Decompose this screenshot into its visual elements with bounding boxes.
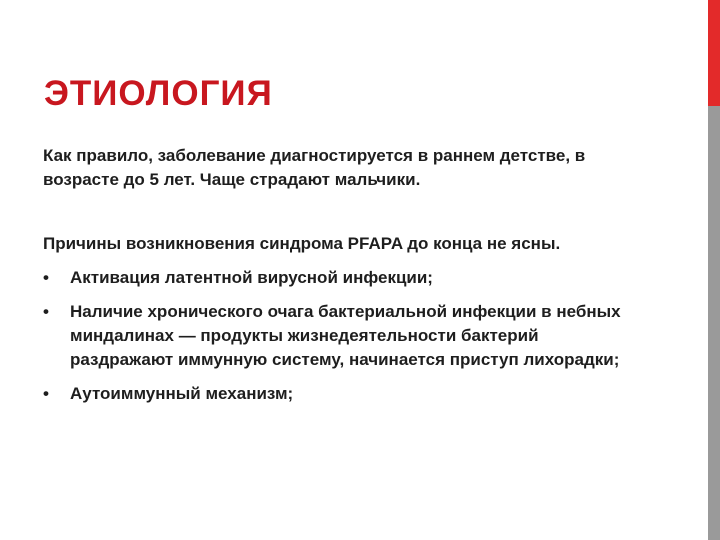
list-item-text: Аутоиммунный механизм; xyxy=(70,384,294,403)
bullet-icon: • xyxy=(43,384,49,403)
list-item xyxy=(43,382,643,406)
list-item xyxy=(43,266,643,290)
slide-body xyxy=(43,144,643,416)
intro-paragraph: Как правило, заболевание диагностируется в раннем детстве, в возрасте до 5 лет. Чаще страдают мальчики. xyxy=(43,146,586,189)
slide-title: ЭТИОЛОГИЯ xyxy=(44,74,273,113)
causes-list xyxy=(43,266,643,406)
list-item xyxy=(43,300,643,372)
list-item-text: Наличие хронического очага бактериальной инфекции в небных миндалинах — продукты жизнедеятельности бактерий раздражают иммунную систему, начинается приступ лихорадки; xyxy=(70,302,621,369)
bullet-icon: • xyxy=(43,268,49,287)
list-item-text: Активация латентной вирусной инфекции; xyxy=(70,268,433,287)
causes-paragraph: Причины возникновения синдрома PFAPA до конца не ясны. xyxy=(43,234,561,253)
side-bar-accent xyxy=(708,0,720,106)
bullet-icon: • xyxy=(43,302,49,321)
